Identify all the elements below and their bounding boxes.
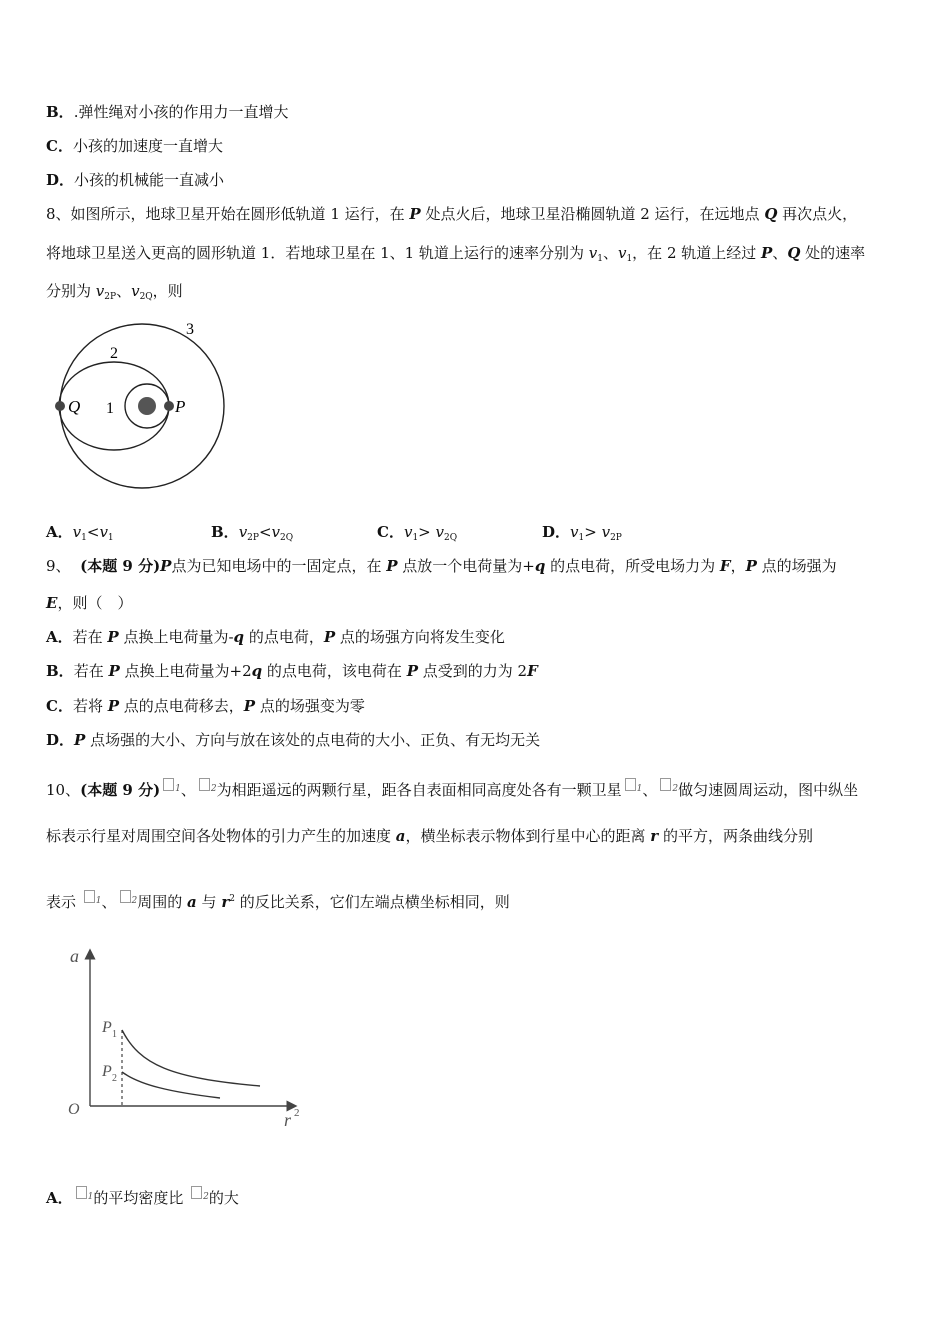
q9-stem-line2: E，则（ ） — [46, 594, 133, 612]
point-p-dot — [164, 401, 174, 411]
q8-stem-line2: 将地球卫星送入更高的圆形轨道 1．若地球卫星在 1、1 轨道上运行的速率分别为 $v_1$、$v_1$，在 2 轨道上经过 P、Q 处的速率 — [46, 244, 866, 264]
q7-option-c — [46, 136, 223, 156]
option-text: 小孩的机械能一直减小 — [74, 171, 225, 189]
x-axis-label-sup: 2 — [294, 1107, 300, 1119]
option-label: B． — [46, 103, 74, 121]
q7-option-b — [46, 102, 288, 122]
point-p-label: P — [175, 397, 186, 416]
x-axis-label: r — [284, 1110, 292, 1130]
missing-glyph-icon — [199, 778, 210, 791]
missing-glyph-icon — [120, 890, 131, 903]
missing-glyph-icon — [191, 1186, 202, 1199]
q8-option-a: A．$v_1<v_1$ — [46, 523, 114, 543]
q8-option-b: B．$v_{2P}<v_{2Q}$ — [211, 523, 294, 543]
q8-stem-line1: 8、如图所示，地球卫星开始在圆形低轨道 1 运行，在 P 处点火后，地球卫星沿椭圆轨道 2 运行，在远地点 Q 再次点火， — [46, 205, 858, 223]
origin-label: O — [68, 1101, 80, 1118]
orbit-label-2: 2 — [110, 345, 118, 362]
q10-stem-line2: 标表示行星对周围空间各处物体的引力产生的加速度 a，横坐标表示物体到行星中心的距离 r 的平方，两条曲线分别 — [46, 827, 813, 845]
point-q-dot — [55, 401, 65, 411]
q8-option-c: C．$v_1> v_{2Q}$ — [377, 523, 458, 543]
missing-glyph-icon — [660, 778, 671, 791]
curve-p2 — [122, 1072, 220, 1098]
point-q-label: Q — [68, 397, 81, 416]
q9-option-c: C．若将 P 点的点电荷移去，P 点的场强变为零 — [46, 697, 365, 715]
q8-option-d: D．$v_1> v_{2P}$ — [542, 523, 622, 543]
missing-glyph-icon — [76, 1186, 87, 1199]
acceleration-graph — [60, 940, 310, 1135]
q9-stem-line1: 9、 (本题 9 分)P点为已知电场中的一固定点，在 P 点放一个电荷量为+q 的点电荷，所受电场力为 F，P 点的场强为 — [46, 557, 837, 575]
option-text: 小孩的加速度一直增大 — [72, 137, 223, 155]
curve-p1-label-sub: 1 — [112, 1029, 117, 1040]
q9-option-b: B．若在 P 点换上电荷量为+2q 的点电荷，该电荷在 P 点受到的力为 2F — [46, 662, 538, 680]
option-label: D． — [46, 171, 75, 189]
y-axis-label: a — [70, 946, 79, 966]
missing-glyph-icon — [625, 778, 636, 791]
q8-options — [0, 522, 950, 544]
q7-option-d — [46, 170, 224, 190]
curve-p2-label: P — [102, 1063, 112, 1080]
q10-stem-line3: 表示 $^1$、 $^2$周围的 a 与 $r^2$ 的反比关系，它们左端点横坐标相同，则 — [46, 889, 510, 912]
q9-option-a: A．若在 P 点换上电荷量为-q 的点电荷，P 点的场强方向将发生变化 — [46, 628, 505, 646]
orbit-figure — [46, 312, 246, 502]
option-text: .弹性绳对小孩的作用力一直增大 — [73, 103, 289, 121]
curve-p1 — [122, 1030, 260, 1086]
q10-stem-line1: 10、(本题 9 分) $^1$、 $^2$为相距遥远的两颗行星，距各自表面相同高度处各有一颗卫星 $^1$、 $^2$做匀速圆周运动，图中纵坐 — [46, 778, 858, 800]
curve-p1-label: P — [102, 1019, 112, 1036]
q10-option-a: A． $^1$的平均密度比 $^2$的大 — [46, 1186, 239, 1208]
orbit-label-1: 1 — [106, 400, 114, 417]
q9-option-d: D．P 点场强的大小、方向与放在该处的点电荷的大小、正负、有无均无关 — [46, 731, 541, 749]
orbit-label-3: 3 — [186, 321, 194, 338]
missing-glyph-icon — [163, 778, 174, 791]
missing-glyph-icon — [84, 890, 95, 903]
earth-icon — [138, 397, 156, 415]
option-label: C． — [46, 137, 73, 155]
q8-stem-line3: 分别为 $v_{2P}$、$v_{2Q}$，则 — [46, 282, 183, 302]
curve-p2-label-sub: 2 — [112, 1073, 117, 1084]
